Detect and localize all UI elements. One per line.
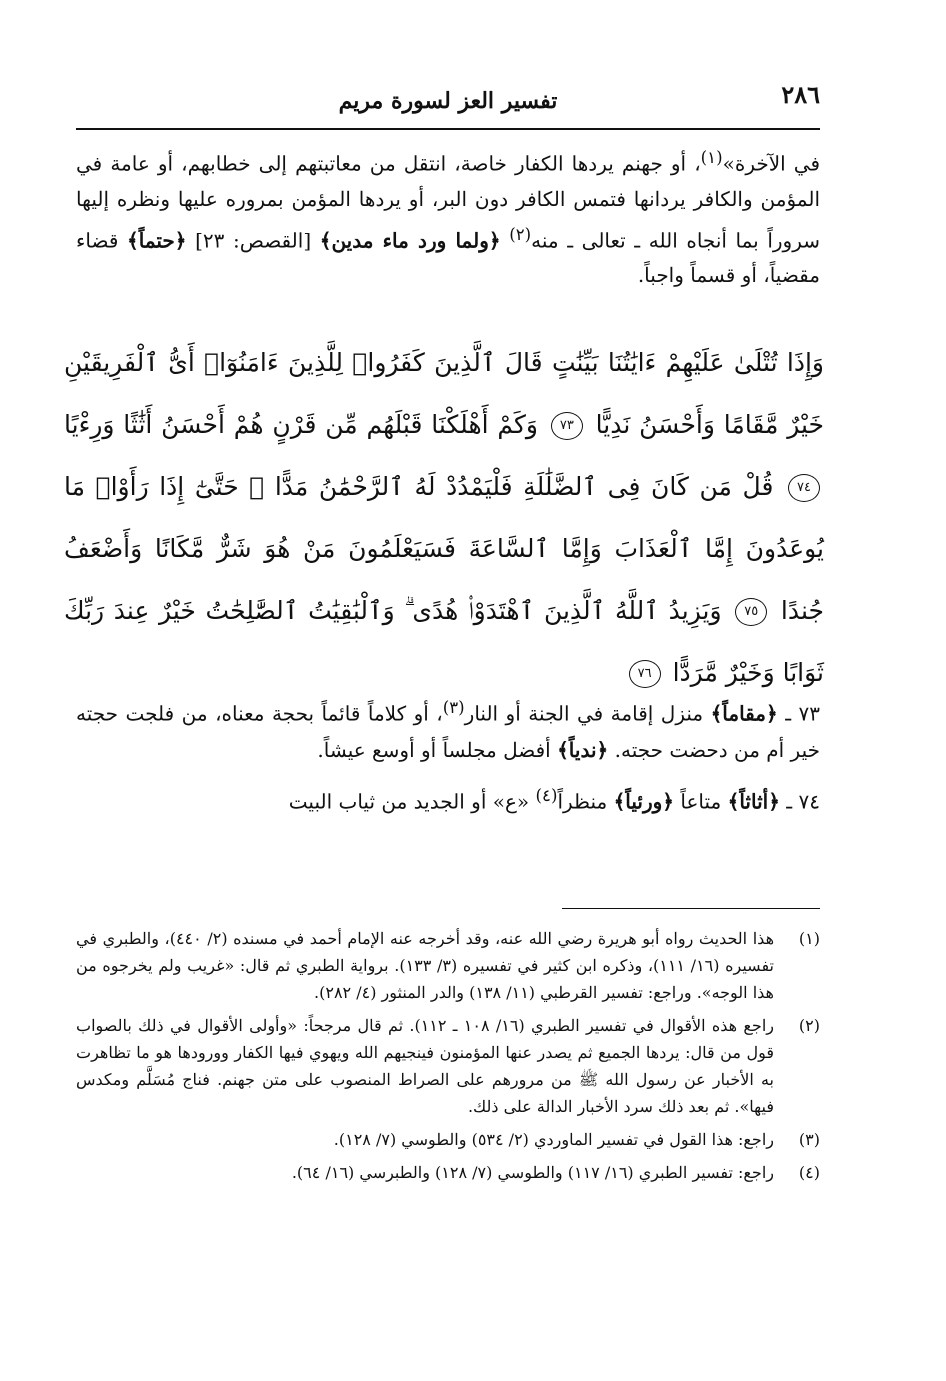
- footnote-text: راجع هذه الأقوال في تفسير الطبري (١٦/ ١٠٨ ـ ١١٢). ثم قال مرجحاً: «وأولى الأقوال في ذلك بالصواب قول من قال: يردها الجميع ثم يصدر عنها المؤمنون فينجيهم الله ويهوي فيها الكفار وورودها هو ما تظاهرت به الأخبار عن رسول الله ﷺ من مرورهم على الصراط المنصوب على متن جهنم. فناج مُسَلَّم ومكدس فيها». ثم بعد ذلك سرد الأخبار الدالة على ذلك.: [76, 1016, 774, 1116]
- commentary: [76, 690, 820, 829]
- footnote-number: (٣): [798, 1130, 820, 1149]
- footnote-text: راجع: تفسير الطبري (١٦/ ١١٧) والطوسي (٧/ ١٢٨) والطبرسي (١٦/ ٦٤).: [291, 1163, 774, 1182]
- intro-text: ، أو جهنم يردها الكفار خاصة، انتقل من معاتبتهم إلى خطابهم، أو عامة في المؤمن والكافر يردانها فتمس الكافر دون البر، أو يردها المؤمن بمروره عليها ونظره إليها سروراً بما أنجاه الله ـ تعالى ـ منه: [76, 151, 821, 253]
- page-header: [76, 78, 820, 130]
- running-title: تفسير العز لسورة مريم: [338, 88, 558, 114]
- commentary-text: متاعاً: [674, 789, 728, 814]
- footnote-number: (٤): [798, 1163, 820, 1182]
- commentary-text: ، أو كلاماً قائماً بحجة معناه، من فلجت حجته خير أم من دحضت حجته.: [76, 701, 820, 762]
- glossed-term: ﴿حتماً﴾: [127, 228, 187, 253]
- intro-text: قضاء مقضياً، أو قسماً واجباً.: [76, 228, 820, 288]
- footnote-item: [76, 1126, 820, 1153]
- footnote-item: [76, 925, 820, 1006]
- footnote-item: [76, 1159, 820, 1186]
- ayah-marker: ٧٥: [735, 598, 767, 626]
- commentary-paragraph-74: [76, 778, 820, 820]
- glossed-term: ﴿ندياً﴾: [557, 737, 609, 762]
- footnotes: [76, 925, 820, 1192]
- verse-text: قُلْ مَن كَانَ فِى ٱلضَّلَٰلَةِ فَلْيَمْدُدْ لَهُ ٱلرَّحْمَٰنُ مَدًّا ۚ حَتَّىٰٓ إِذَا رَأَوْا۟ مَا يُوعَدُونَ إِمَّا ٱلْعَذَابَ وَإِمَّا ٱلسَّاعَةَ فَسَيَعْلَمُونَ مَنْ هُوَ شَرٌّ مَّكَانًا وَأَضْعَفُ جُندًا: [64, 472, 824, 625]
- glossed-term: ﴿أثاثاً﴾: [727, 789, 780, 814]
- footnote-ref: (٤): [535, 785, 558, 805]
- intro-text: في الآخرة»: [722, 151, 820, 176]
- footnote-ref: (٢): [509, 224, 532, 244]
- commentary-text: منزل إقامة في الجنة أو النار: [464, 701, 711, 726]
- commentary-text: منظراً: [557, 789, 614, 814]
- footnote-item: [76, 1012, 820, 1120]
- footnote-ref: (١): [700, 148, 723, 167]
- ayah-marker: ٧٦: [629, 660, 661, 688]
- ayah-marker: ٧٤: [788, 474, 820, 502]
- verse-text: وَيَزِيدُ ٱللَّهُ ٱلَّذِينَ ٱهْتَدَوْا۟ هُدًى ۗ وَٱلْبَٰقِيَٰتُ ٱلصَّٰلِحَٰتُ خَيْرٌ عِندَ رَبِّكَ ثَوَابًا وَخَيْرٌ مَّرَدًّا: [64, 596, 824, 687]
- commentary-text: أفضل مجلساً أو أوسع عيشاً.: [317, 737, 558, 762]
- cited-verse: ﴿ولما ورد ماء مدين﴾: [319, 228, 501, 253]
- verse-text: وَإِذَا تُتْلَىٰ عَلَيْهِمْ ءَايَٰتُنَا بَيِّنَٰتٍ قَالَ ٱلَّذِينَ كَفَرُوا۟ لِلَّذِينَ ءَامَنُوٓا۟ أَىُّ ٱلْفَرِيقَيْنِ خَيْرٌ مَّقَامًا وَأَحْسَنُ نَدِيًّا: [64, 348, 824, 439]
- verse-number: ٧٣ ـ: [777, 701, 820, 726]
- intro-text: [القصص: ٢٣]: [186, 228, 320, 253]
- verse-number: ٧٤ ـ: [779, 789, 820, 814]
- ayah-marker: ٧٣: [551, 412, 583, 440]
- footnote-ref: (٣): [442, 698, 465, 717]
- footnote-number: (٢): [798, 1016, 820, 1035]
- glossed-term: ﴿ورئياً﴾: [613, 789, 675, 814]
- page-number: ٢٨٦: [781, 80, 820, 109]
- footnote-divider: [562, 908, 820, 909]
- footnote-text: راجع: هذا القول في تفسير الماوردي (٢/ ٥٣٤) والطوسي (٧/ ١٢٨).: [333, 1130, 774, 1149]
- commentary-text: «ع» أو الجديد من ثياب البيت: [288, 789, 536, 814]
- footnote-number: (١): [798, 929, 820, 948]
- verse-text: وَكَمْ أَهْلَكْنَا قَبْلَهُم مِّن قَرْنٍ هُمْ أَحْسَنُ أَثَٰثًا وَرِءْيًا: [64, 410, 539, 439]
- glossed-term: ﴿مقاماً﴾: [710, 701, 778, 726]
- intro-paragraph: [76, 140, 820, 293]
- quran-verses: [64, 332, 824, 704]
- commentary-paragraph-73: [76, 690, 820, 768]
- footnote-text: هذا الحديث رواه أبو هريرة رضي الله عنه، وقد أخرجه عنه الإمام أحمد في مسنده (٢/ ٤٤٠)، والطبري في تفسيره (١٦/ ١١١)، وذكره ابن كثير في تفسيره (٣/ ١٣٣). برواية الطبري ثم قال: «غريب ولم يخرجوه من هذا الوجه». وراجع: تفسير القرطبي (١١/ ١٣٨) والدر المنثور (٤/ ٢٨٢).: [76, 929, 775, 1002]
